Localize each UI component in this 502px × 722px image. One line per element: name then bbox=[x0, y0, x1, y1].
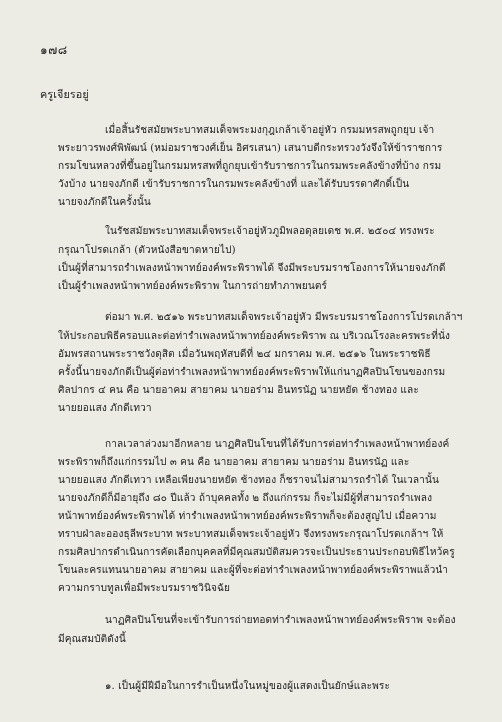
paragraph-line: โขนละครแทนนายอาคม สายาคม และผู้ที่จะต่อท่ารำเพลงหน้าพาทย์องค์พระพิราพแล้วนำ bbox=[58, 565, 449, 576]
paragraph-line: อัมพรสถานพระราชวังดุสิต เมื่อวันพฤหัสบดีที่ ๒๔ มกราคม พ.ศ. ๒๕๑๖ ในพระราชพิธี bbox=[58, 349, 431, 360]
paragraph-line: มีคุณสมบัติดังนี้ bbox=[58, 634, 126, 645]
paragraph-line: หน้าพาทย์องค์พระพิราพได้ ท่ารำเพลงหน้าพาทย์องค์พระพิราพก็จะต้องสูญไป เมื่อความ bbox=[58, 511, 437, 522]
paragraph-line: กรมโขนหลวงที่ขึ้นอยู่ในกรมมหรสพที่ถูกยุบเข้ารับราชการในกรมพระคลังข้างที่บ้าง กรม bbox=[58, 161, 442, 172]
paragraph-line: ทราบฝ่าละอองธุลีพระบาท พระบาทสมเด็จพระเจ้าอยู่หัว จึงทรงพระกรุณาโปรดเกล้าฯ ให้ bbox=[58, 529, 444, 540]
paragraph-line: กาลเวลาล่วงมาอีกหลาย นาฏศิลปินโขนที่ได้รับการต่อท่ารำเพลงหน้าพาทย์องค์ bbox=[105, 439, 450, 450]
page-number: ๑๗๘ bbox=[40, 43, 68, 57]
paragraph-line: พระยาวรพงศ์พิพัฒน์ (หม่อมราชวงศ์เย็น อิศรเสนา) เสนาบดีกระทรวงวังจึงให้ข้าราชการ bbox=[58, 143, 443, 154]
paragraph-line: กรุณาโปรดเกล้า (ตัวหนังสือขาดหายไป) bbox=[58, 245, 236, 256]
list-item: ๑. เป็นผู้มีฝีมือในการรำเป็นหนึ่งในหมู่ของผู้แสดงเป็นยักษ์และพระ bbox=[105, 681, 390, 692]
paragraph-line: นายยอแสง ภักดีเทวา เหลือเพียงนายหยัด ช้างทอง ก็ชราจนไม่สามารถรำได้ ในเวลานั้น bbox=[58, 475, 439, 486]
paragraph-line: ให้ประกอบพิธีครอบและต่อท่ารำเพลงหน้าพาทย์องค์พระพิราพ ณ บริเวณโรงละครพระที่นั่ง bbox=[58, 331, 450, 342]
section-heading: ครูเจียรอยู่ bbox=[40, 88, 89, 101]
paragraph-line: เป็นผู้รำเพลงหน้าพาทย์องค์พระพิราพ ในการถ่ายทำภาพยนตร์ bbox=[58, 281, 328, 292]
paragraph-line: นาฏศิลปินโขนที่จะเข้ารับการถ่ายทอดท่ารำเพลงหน้าพาทย์องค์พระพิราพ จะต้อง bbox=[105, 615, 456, 626]
paragraph-line: นายจงภักดีในครั้งนั้น bbox=[58, 197, 151, 208]
paragraph-line: ศิลปากร ๔ คน คือ นายอาคม สายาคม นายอร่าม อินทรนัฏ นายหยัด ช้างทอง และ bbox=[58, 385, 419, 396]
paragraph-line: นายยอแสง ภักดีเทวา bbox=[58, 403, 152, 414]
paragraph-line: วังบ้าง นายจงภักดี เข้ารับราชการในกรมพระคลังข้างที่ และได้รับบรรดาศักดิ์เป็น bbox=[58, 179, 410, 190]
paragraph-line: ในรัชสมัยพระบาทสมเด็จพระเจ้าอยู่หัวภูมิพลอดุลยเดช พ.ศ. ๒๕๐๔ ทรงพระ bbox=[105, 226, 435, 237]
paragraph-line: พระพิราพก็ถึงแก่กรรมไป ๓ คน คือ นายอาคม สายาคม นายอร่าม อินทรนัฏ และ bbox=[58, 457, 410, 468]
paragraph-line: ต่อมา พ.ศ. ๒๕๑๖ พระบาทสมเด็จพระเจ้าอยู่หัว มีพระบรมราชโองการโปรดเกล้าฯ bbox=[105, 312, 463, 323]
paragraph-line: นายจงภักดีก็มีอายุถึง ๘๐ ปีแล้ว ถ้าบุคคลทั้ง ๒ ถึงแก่กรรม ก็จะไม่มีผู้ที่สามารถรำเพลง bbox=[58, 493, 433, 504]
paragraph-line: เป็นผู้ที่สามารถรำเพลงหน้าพาทย์องค์พระพิราพได้ จึงมีพระบรมราชโองการให้นายจงภักดี bbox=[58, 263, 446, 274]
paragraph-line: ครั้งนี้นายจงภักดีเป็นผู้ต่อท่ารำเพลงหน้าพาทย์องค์พระพิราพให้แก่นาฏศิลปินโขนของกรม bbox=[58, 367, 446, 378]
paragraph-line: ความกราบทูลเพื่อมีพระบรมราชวินิจฉัย bbox=[58, 583, 230, 594]
paragraph-line: กรมศิลปากรดำเนินการคัดเลือกบุคคลที่มีคุณสมบัติสมควรจะเป็นประธานประกอบพิธีไหว้ครู bbox=[58, 547, 455, 558]
paragraph-line: เมื่อสิ้นรัชสมัยพระบาทสมเด็จพระมงกุฎเกล้าเจ้าอยู่หัว กรมมหรสพถูกยุบ เจ้า bbox=[105, 125, 435, 136]
